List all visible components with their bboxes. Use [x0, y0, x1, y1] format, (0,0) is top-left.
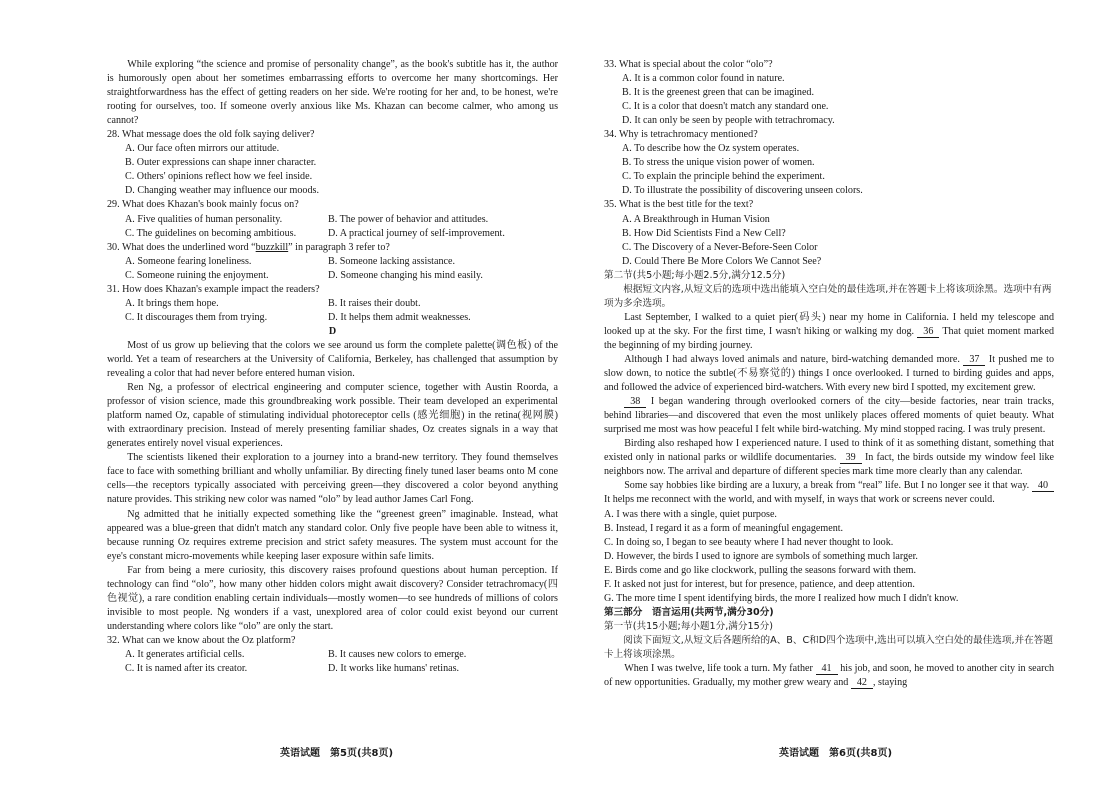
q29-option-a: A. Five qualities of human personality. [125, 213, 283, 225]
q34-option-c: C. To explain the principle behind the experiment. [622, 171, 825, 183]
q28-option-a: A. Our face often mirrors our attitude. [125, 143, 280, 155]
q34-option-b: B. To stress the unique vision power of women. [622, 157, 815, 169]
q31-options-row1 [107, 297, 558, 311]
q34-option-a: A. To describe how the Oz system operates. [622, 143, 800, 155]
q28-option-d: D. Changing weather may influence our moods. [125, 185, 319, 197]
q29-option-c: C. The guidelines on becoming ambitious. [125, 227, 297, 239]
page-5-column [107, 58, 558, 676]
passage-d-paragraph-4: Ng admitted that he initially expected something like the “greenest green” imaginable. Instead, what appeared was a blue-green that didn't match any standard color. Only five people have been able to witness it, because running Oz requires extreme precision and strict safety measures. The system must account for the eye's constant micro-movements while keeping laser exposure within safe limits. [107, 508, 558, 562]
q35-option-b: B. How Did Scientists Find a New Cell? [622, 227, 786, 239]
blank-36: 36 [917, 326, 939, 338]
q29-option-d: D. A practical journey of self-improvement. [328, 227, 505, 239]
section-2-instructions: 根据短文内容,从短文后的选项中选出能填入空白处的最佳选项,并在答题卡上将该项涂黑。选项中有两项为多余选项。 [604, 283, 1052, 309]
section-1-instructions: 阅读下面短文,从短文后各题所给的A、B、C和D四个选项中,选出可以填入空白处的最佳选项,并在答题卡上将该项涂黑。 [604, 634, 1053, 660]
question-31: 31. How does Khazan's example impact the readers? [107, 283, 320, 295]
cloze-option-c: C. In doing so, I began to see beauty where I had never thought to look. [604, 536, 894, 548]
section-d-heading: D [328, 325, 337, 337]
q31-option-b: B. It raises their doubt. [328, 297, 421, 309]
question-32: 32. What can we know about the Oz platform? [107, 634, 296, 646]
question-33: 33. What is special about the color “olo”? [604, 59, 773, 70]
q31-option-c: C. It discourages them from trying. [125, 311, 268, 323]
q28-option-c: C. Others' opinions reflect how we feel inside. [125, 171, 313, 183]
q35-option-c: C. The Discovery of a Never-Before-Seen Color [622, 241, 818, 253]
cloze-paragraph-2: Although I had always loved animals and nature, bird-watching demanded more. 37 It pushed me to slow down, to notice the subtle(不易察觉的) things I once overlooked. I turned to birding guides and apps, and followed the advice of experienced bird-watchers. With every new bird I spotted, my excitement grew. [604, 353, 1055, 394]
page-5-footer: 英语试题 第5页(共8页) [280, 748, 394, 759]
q28-option-b: B. Outer expressions can shape inner character. [125, 157, 317, 169]
page-6-footer: 英语试题 第6页(共8页) [779, 748, 893, 759]
cloze-paragraph-4: Birding also reshaped how I experienced nature. I used to think of it as something distant, something that existed only in national parks or wildlife documentaries. 39 In fact, the birds outside my window feel like neighbors now. The arrival and departure of different species mark time more clearly than any calendar. [604, 438, 1055, 478]
q33-option-a: A. It is a common color found in nature. [622, 73, 785, 85]
question-35: 35. What is the best title for the text? [604, 199, 754, 211]
part-3-title: 第三部分 语言运用(共两节,满分30分) [604, 606, 774, 618]
q35-option-d: D. Could There Be More Colors We Cannot See? [622, 255, 822, 267]
q32-option-c: C. It is named after its creator. [125, 663, 248, 675]
q32-option-a: A. It generates artificial cells. [125, 648, 245, 660]
q29-option-b: B. The power of behavior and attitudes. [328, 213, 489, 225]
question-29: 29. What does Khazan's book mainly focus on? [107, 199, 299, 211]
passage-d-paragraph-1: Most of us grow up believing that the colors we see around us form the complete palette(调色板) of the world. Yet a team of researchers at the University of California, Berkeley, has challenged that assumption by revealing a color that had never before entered human vision. [107, 339, 558, 380]
blank-40: 40 [1032, 480, 1054, 492]
q33-option-c: C. It is a color that doesn't match any standard one. [622, 101, 829, 113]
blank-42: 42 [851, 677, 873, 689]
q30-option-a: A. Someone fearing loneliness. [125, 255, 252, 267]
q32-option-d: D. It works like humans' retinas. [328, 663, 460, 675]
q31-option-d: D. It helps them admit weaknesses. [328, 311, 471, 323]
cloze-paragraph-5: Some say hobbies like birding are a luxury, a break from “real” life. But I no longer see it that way. 40 It helps me reconnect with the world, and with myself, in ways that work or screens never could. [604, 479, 1054, 507]
q30-options-row2 [107, 269, 558, 283]
cloze-passage-start: When I was twelve, life took a turn. My father 41 his job, and soon, he moved to another city in search of new opportunities. Gradually, my mother grew weary and 42 , staying [604, 663, 1054, 689]
underlined-word: buzzkill [255, 241, 289, 253]
blank-39: 39 [840, 452, 862, 464]
q34-option-d: D. To illustrate the possibility of discovering unseen colors. [622, 185, 863, 197]
cloze-option-d: D. However, the birds I used to ignore are symbols of something much larger. [604, 550, 918, 562]
cloze-option-e: E. Birds come and go like clockwork, pulling the seasons forward with them. [604, 564, 916, 576]
section-2-title: 第二节(共5小题;每小题2.5分,满分12.5分) [604, 269, 786, 281]
blank-38: 38 [624, 396, 646, 408]
cloze-paragraph-3: 38 I began wandering through overlooked corners of the city—beside factories, near train tracks, behind libraries—and discovered that even the most unlikely places offered moments of quiet beauty. What surprised me most was how peaceful I felt while bird-watching. My mind stopped racing. I was truly present. [604, 396, 1054, 436]
q35-option-a: A. A Breakthrough in Human Vision [622, 213, 770, 225]
question-30: 30. What does the underlined word “buzzkill” in paragraph 3 refer to? [107, 241, 390, 253]
cloze-option-b: B. Instead, I regard it as a form of meaningful engagement. [604, 522, 844, 534]
passage-d-paragraph-5: Far from being a mere curiosity, this discovery raises profound questions about human perception. If technology can find “olo”, how many other hidden colors might await discovery? Consider tetrachromacy(四色视觉), a rare condition enabling certain individuals—mostly women—to see hundreds of millions of colors invisible to most people. Ng wonders if a vast, unexplored area of color could exist beyond our current understanding where colors like “olo” are only the start. [107, 564, 558, 632]
question-28: 28. What message does the old folk saying deliver? [107, 129, 315, 141]
section-1-title: 第一节(共15小题;每小题1分,满分15分) [604, 620, 774, 632]
q31-options-row2 [107, 311, 558, 325]
q33-option-d: D. It can only be seen by people with tetrachromacy. [622, 115, 835, 127]
q32-option-b: B. It causes new colors to emerge. [328, 648, 467, 660]
q30-option-d: D. Someone changing his mind easily. [328, 269, 483, 281]
cloze-paragraph-1: Last September, I walked to a quiet pier(码头) near my home in California. I held my telescope and looked up at the sky. For the first time, I wasn't hiking or walking my dog. 36 That quiet moment marked the beginning of my birding journey. [604, 311, 1054, 351]
blank-37: 37 [963, 354, 985, 366]
passage-d-paragraph-3: The scientists likened their exploration to a journey into a brand-new territory. They found themselves face to face with something brilliant and wholly unfamiliar. By directing finely tuned laser beams onto M cone cells—the receptors typically associated with perceiving green—they discovered a color beyond anything nature provides. This striking new color was named “olo” by lead author James Carl Fong. [107, 452, 558, 506]
q30-options-row1 [107, 255, 558, 269]
q29-options-row1 [107, 213, 558, 227]
question-34: 34. Why is tetrachromacy mentioned? [604, 129, 758, 141]
q32-options-row2 [107, 662, 558, 676]
q30-option-b: B. Someone lacking assistance. [328, 255, 455, 267]
page-6-column [604, 58, 1054, 690]
q30-option-c: C. Someone ruining the enjoyment. [125, 269, 269, 281]
blank-41: 41 [816, 663, 838, 675]
q31-option-a: A. It brings them hope. [125, 297, 219, 309]
passage-d-paragraph-2: Ren Ng, a professor of electrical engineering and computer science, together with Austin Roorda, a professor of vision science, made this groundbreaking work possible. Their team developed an experimental platform named Oz, capable of stimulating individual photoreceptor cells (感光细胞) in the retina(视网膜) with extraordinary precision. Instead of merely presenting familiar shades, Oz creates signals in a way that generates entirely novel visual experiences. [107, 382, 558, 450]
q29-options-row2 [107, 227, 558, 241]
cloze-option-g: G. The more time I spent identifying birds, the more I realized how much I didn't know. [604, 592, 959, 604]
passage-c-paragraph: While exploring “the science and promise of personality change”, as the book's subtitle has it, the author is humorously open about her sometimes embarrassing efforts to overcome her many shortcomings. Her straightforwardness has the effect of getting readers on her side. We're rooting for her and, to be honest, we're rooting for ourselves, too. If someone overly anxious like Ms. Khazan can become calmer, who among us cannot? [107, 59, 558, 127]
q32-options-row1 [107, 648, 558, 662]
q33-option-b: B. It is the greenest green that can be imagined. [622, 87, 814, 99]
cloze-option-f: F. It asked not just for interest, but for presence, patience, and deep attention. [604, 578, 915, 590]
cloze-option-a: A. I was there with a single, quiet purpose. [604, 508, 777, 520]
